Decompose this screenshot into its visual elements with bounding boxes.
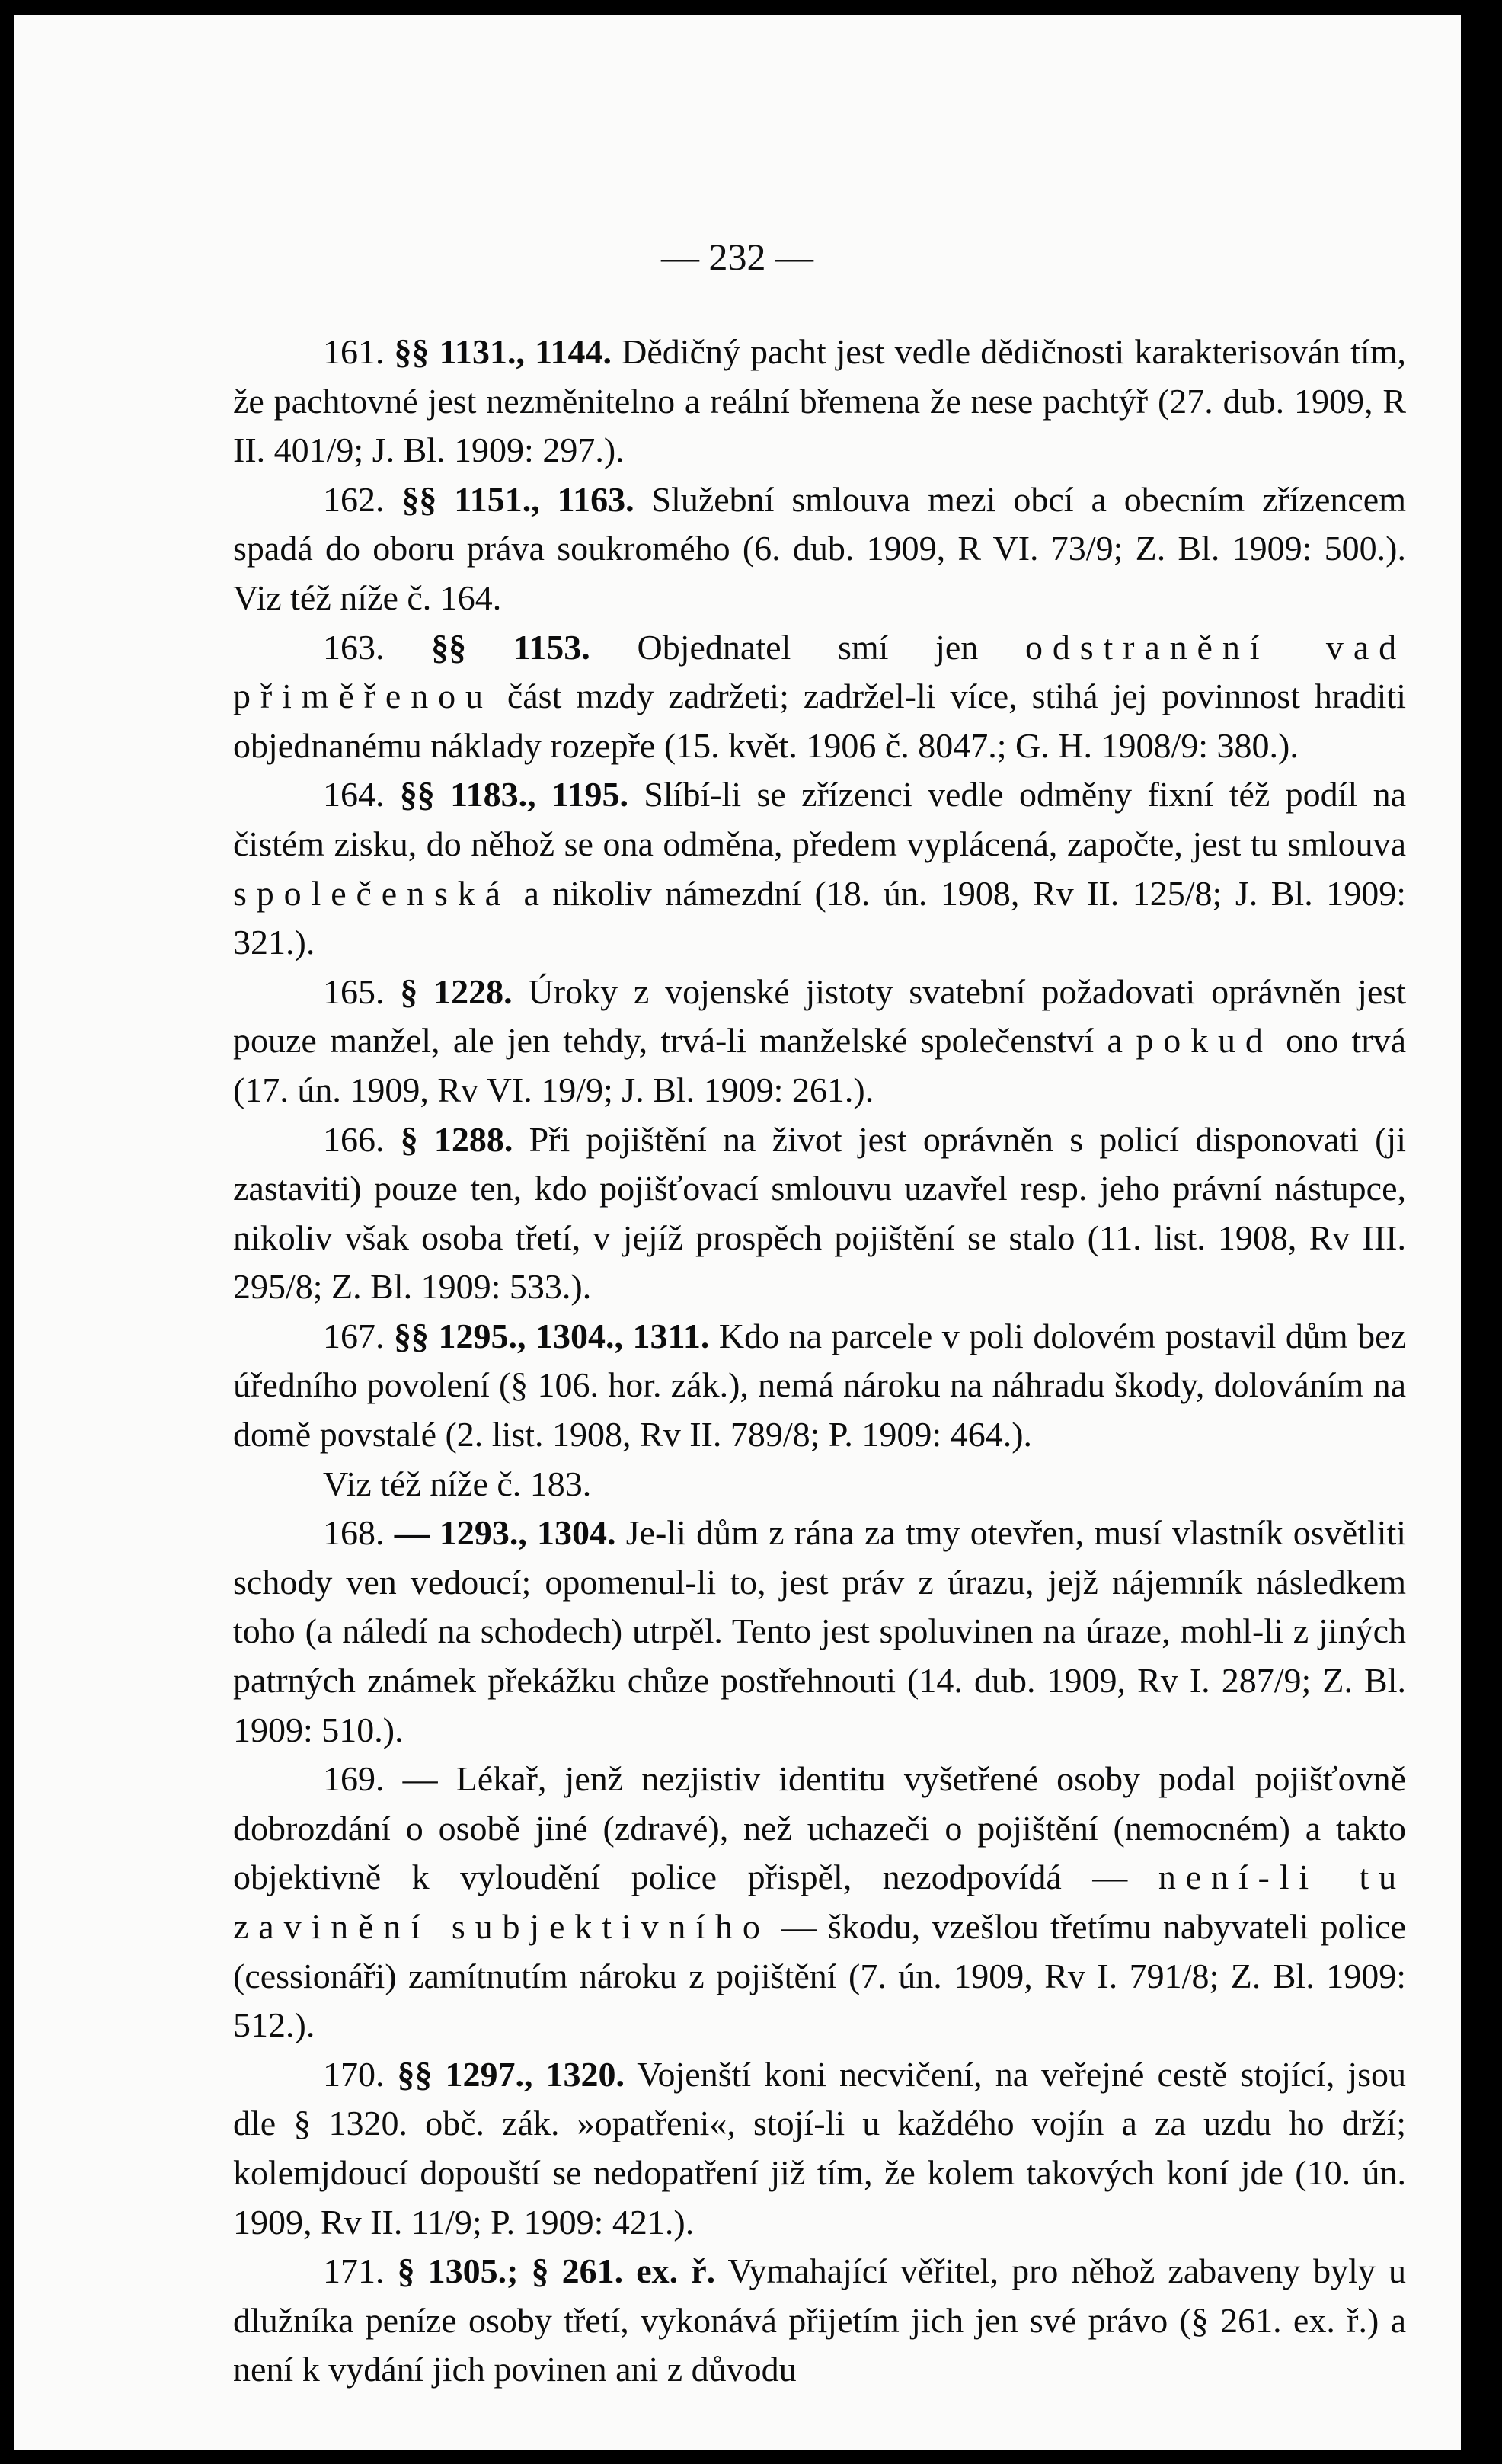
decision-entry — [233, 475, 1406, 623]
section-reference: §§ 1295., 1304., 1311. — [394, 1316, 710, 1355]
section-reference: § 1305.; § 261. ex. ř. — [397, 2251, 716, 2291]
entry-text: Dědičný pacht jest vedle dědičnosti karakterisován tím, že pachtovné jest nezměnitelno a reální břemena že nese pachtýř (27. dub. 1909, R II. 401/9; J. Bl. 1909: 297.). — [233, 332, 1406, 470]
entry-number: 164. — [323, 775, 385, 814]
entry-text: — škodu, vzešlou třetímu nabyvateli police (cessionáři) zamítnutím nároku z pojištění (7. ún. 1909, Rv I. 791/8; Z. Bl. 1909: 512.). — [233, 1907, 1406, 2045]
decision-entry — [233, 1755, 1406, 2050]
entry-text: Při pojištění na život jest oprávněn s policí disponovati (ji zastaviti) pouze ten, kdo pojišťovací smlouvu uzavřel resp. jeho právní nástupce, nikoliv však osoba třetí, v jejíž prospěch pojištění se stalo (11. list. 1908, Rv III. 295/8; Z. Bl. 1909: 533.). — [233, 1119, 1406, 1307]
section-reference: §§ 1131., 1144. — [394, 332, 612, 371]
entry-text: Je-li dům z rána za tmy otevřen, musí vlastník osvětliti schody ven vedoucí; opomenul-li to, jest práv z úrazu, jejž nájemník následkem toho (a náledí na schodech) utrpěl. Tento jest spoluvinen na úraze, mohl-li z jiných patrných známek překážku chůze postřehnouti (14. dub. 1909, Rv I. 287/9; Z. Bl. 1909: 510.). — [233, 1513, 1407, 1749]
entry-number: 163. — [323, 627, 385, 667]
emphasized-text: odstranění vad přiměřenou — [233, 627, 1406, 716]
section-reference: § 1288. — [400, 1119, 513, 1159]
section-reference: §§ 1297., 1320. — [397, 2054, 625, 2094]
emphasized-text: společenská — [233, 873, 510, 913]
decision-entry — [233, 968, 1406, 1115]
decision-entry — [233, 1115, 1406, 1312]
entry-text: — Lékař, jenž nezjistiv identitu vyšetřené osoby podal pojišťovně dobrozdání o osobě jiné (zdravé), než uchazeči o pojištění (nemocném) a takto objektivně k vyloudění police přispěl, nezodpovídá — — [233, 1759, 1406, 1897]
entry-number: 171. — [323, 2251, 385, 2291]
entry-text: Vojenští koni necvičení, na veřejné cestě stojící, jsou dle § 1320. obč. zák. »opatřeni«, stojí-li u každého vojín a za uzdu ho drží; kolemjdoucí dopouští se nedopatření již tím, že kolem takových koní jde (10. ún. 1909, Rv II. 11/9; P. 1909: 421.). — [233, 2054, 1407, 2242]
entry-number: 166. — [323, 1119, 385, 1159]
entry-text: Kdo na parcele v poli dolovém postavil dům bez úředního povolení (§ 106. hor. zák.), nemá nároku na náhradu škody, dolováním na domě povstalé (2. list. 1908, Rv II. 789/8; P. 1909: 464.). — [233, 1316, 1407, 1454]
section-reference: §§ 1153. — [431, 627, 590, 667]
entry-number: 161. — [323, 332, 385, 371]
decision-entry — [233, 2050, 1406, 2247]
emphasized-text: pokud — [1136, 1021, 1273, 1061]
entry-text: ono trvá (17. ún. 1909, Rv VI. 19/9; J. Bl. 1909: 261.). — [233, 1021, 1406, 1109]
entry-number: 168. — [323, 1513, 385, 1553]
entry-text: Slíbí-li se zřízenci vedle odměny fixní též podíl na čistém zisku, do něhož se ona odměna, předem vyplácená, započte, jest tu smlouva — [233, 775, 1406, 863]
entry-text: část mzdy zadržeti; zadržel-li více, stihá jej povinnost hraditi objednanému náklady rozepře (15. květ. 1906 č. 8047.; G. H. 1908/9: 380.). — [233, 677, 1406, 765]
decision-entry — [233, 1312, 1406, 1460]
section-reference: §§ 1183., 1195. — [399, 775, 628, 814]
section-reference: § 1228. — [400, 971, 513, 1011]
decision-entry — [233, 328, 1406, 475]
entry-number: 170. — [323, 2054, 385, 2094]
decision-entry — [233, 770, 1406, 967]
entry-text: Služební smlouva mezi obcí a obecním zřízencem spadá do oboru práva soukromého (6. dub. 1909, R VI. 73/9; Z. Bl. 1909: 500.). Viz též níže č. 164. — [233, 479, 1407, 617]
cross-reference-note: Viz též níže č. 183. — [323, 1464, 592, 1503]
decision-entry — [233, 623, 1406, 771]
decision-entry — [233, 2247, 1406, 2395]
page-number: — 232 — — [661, 235, 813, 278]
book-page — [14, 15, 1461, 2450]
section-reference: §§ 1151., 1163. — [401, 479, 634, 519]
page-content — [233, 328, 1406, 2395]
entry-text: Objednatel smí jen — [637, 627, 1025, 667]
entry-number: 165. — [323, 971, 385, 1011]
entry-text: a nikoliv námezdní (18. ún. 1908, Rv II. 125/8; J. Bl. 1909: 321.). — [233, 873, 1406, 962]
section-reference: — 1293., 1304. — [394, 1513, 616, 1553]
entry-text: Vymahající věřitel, pro něhož zabaveny byly u dlužníka peníze osoby třetí, vykonává přijetím jich jen své právo (§ 261. ex. ř.) a není k vydání jich povinen ani z důvodu — [233, 2251, 1407, 2389]
decision-entry — [233, 1509, 1406, 1755]
entry-text: Úroky z vojenské jistoty svatební požadovati oprávněn jest pouze manžel, ale jen tehdy, trvá-li manželské společenství a — [233, 971, 1407, 1061]
entry-number: 167. — [323, 1316, 385, 1355]
entry-number: 162. — [323, 479, 385, 519]
entry-number: 169. — [323, 1759, 385, 1799]
emphasized-text: není-li tu zavinění subjektivního — [233, 1858, 1406, 1946]
